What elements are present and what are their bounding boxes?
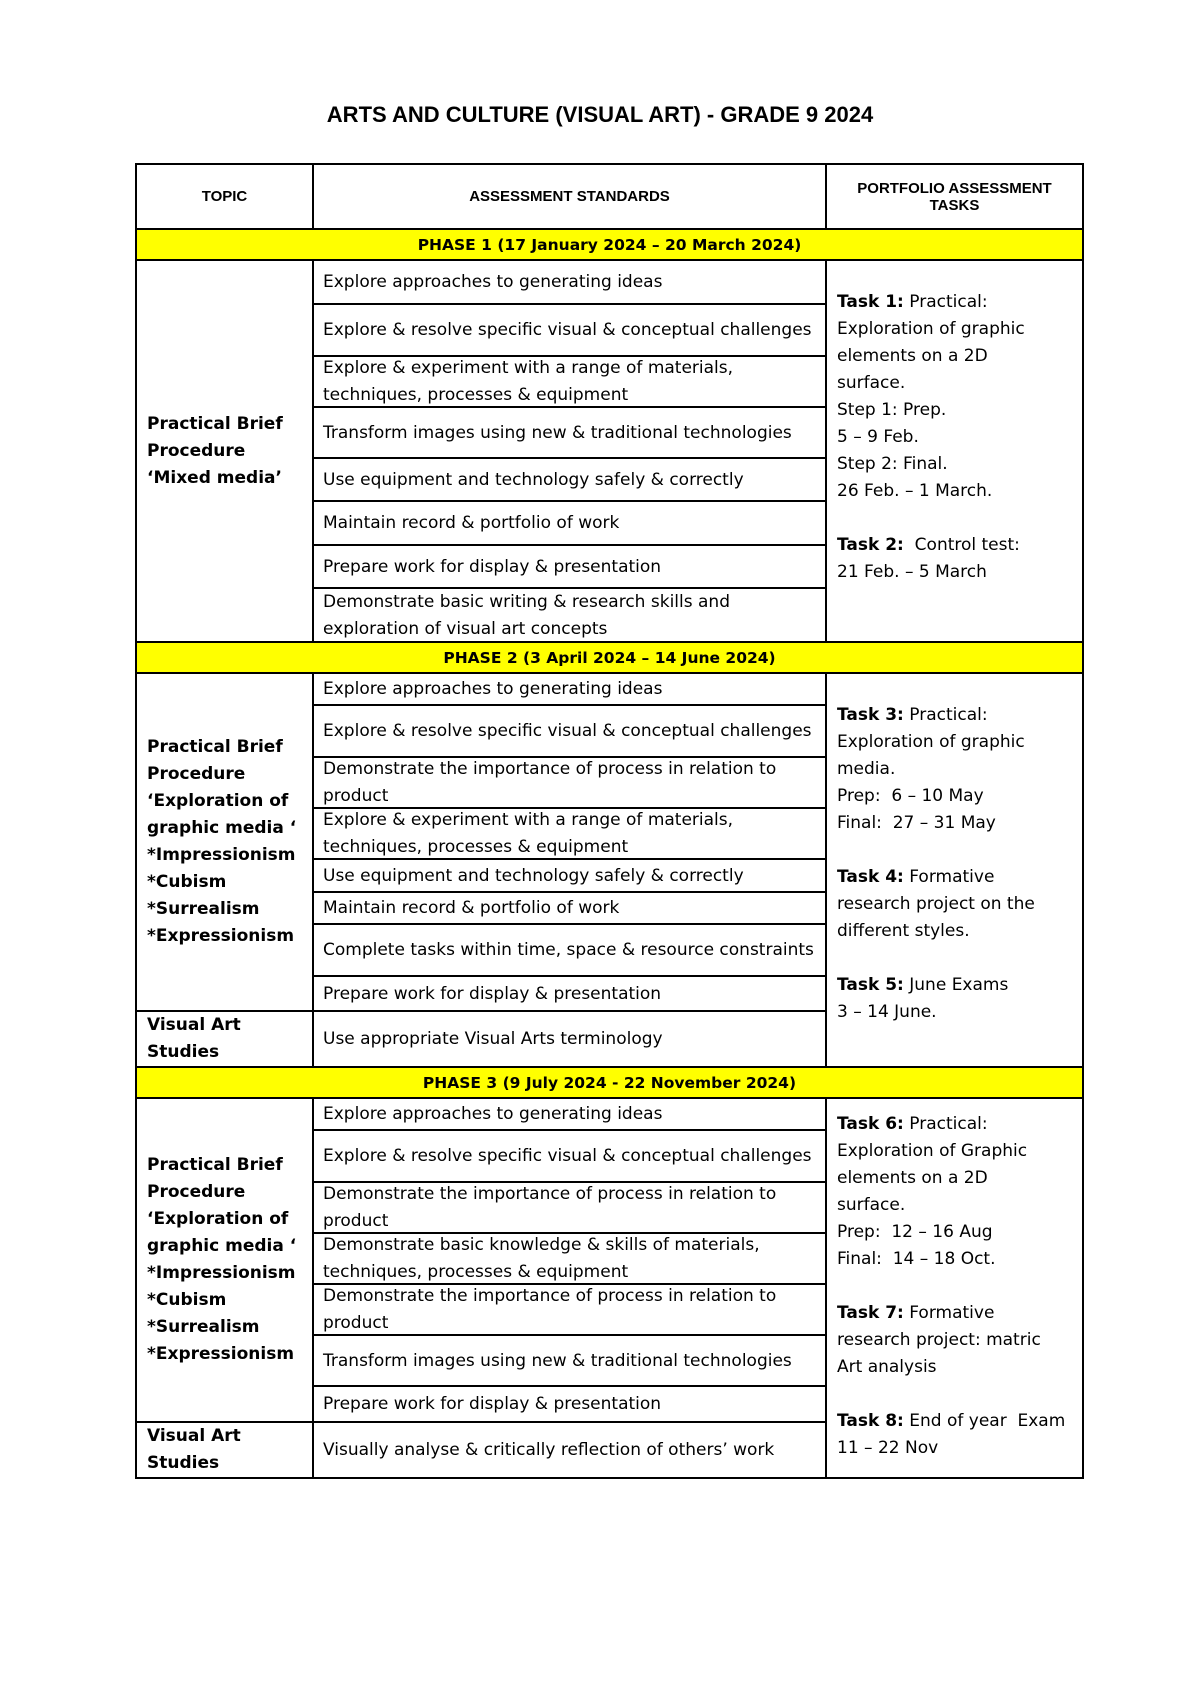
task-text: Exploration of graphic (837, 319, 1025, 339)
header-tasks-line: PORTFOLIO ASSESSMENT (857, 179, 1052, 197)
task-text: research project on the (837, 894, 1035, 914)
task-text: Final: 14 – 18 Oct. (837, 1249, 996, 1269)
topic-line: *Cubism (147, 872, 227, 892)
task-text: Control test: (903, 535, 1020, 555)
task-line (837, 1408, 1074, 1435)
topic-cell (136, 260, 313, 642)
task-label: Task 6: (837, 1114, 904, 1134)
task-text: Formative (903, 1303, 995, 1323)
topic-line: Practical Brief (147, 737, 283, 757)
vas-topic: Visual Art Studies (136, 1422, 313, 1478)
task-line (837, 1111, 1074, 1138)
task-line (837, 505, 1074, 532)
task-text: Practical: (903, 705, 988, 725)
task-text: Step 1: Prep. (837, 400, 947, 420)
page-title: ARTS AND CULTURE (VISUAL ART) - GRADE 9 2024 (326, 102, 874, 127)
vas-topic: Visual Art Studies (136, 1011, 313, 1067)
task-text: different styles. (837, 921, 970, 941)
topic-line: Procedure (147, 764, 246, 784)
task-line (837, 1219, 1074, 1246)
header-tasks-line: TASKS (929, 196, 980, 214)
standard-item: Explore & resolve specific visual & conceptual challenges (314, 1131, 825, 1183)
task-line (837, 1273, 1074, 1300)
topic-line: Procedure (147, 1182, 246, 1202)
standard-item: Transform images using new & traditional technologies (314, 408, 825, 459)
task-label: Task 1: (837, 292, 904, 312)
phase-1-body (136, 260, 1083, 642)
task-line (837, 532, 1074, 559)
tasks-cell (826, 260, 1083, 642)
task-line (837, 370, 1074, 397)
task-line (837, 702, 1074, 729)
task-line (837, 1192, 1074, 1219)
topic-line: ‘Mixed media’ (147, 467, 282, 488)
task-text: Prep: 12 – 16 Aug (837, 1222, 993, 1242)
header-standards: ASSESSMENT STANDARDS (313, 164, 826, 229)
task-line (837, 1138, 1074, 1165)
phase-3-label: PHASE 3 (9 July 2024 - 22 November 2024) (136, 1067, 1083, 1098)
tasks-cell (826, 1098, 1083, 1478)
task-label: Task 7: (837, 1303, 904, 1323)
task-label: Task 2: (837, 535, 904, 555)
task-line (837, 1435, 1074, 1462)
task-line (837, 559, 1074, 586)
task-line (837, 891, 1074, 918)
task-line (837, 972, 1074, 999)
topic-line: Practical Brief (147, 1155, 283, 1175)
standard-item: Transform images using new & traditional technologies (314, 1336, 825, 1387)
task-line (837, 289, 1074, 316)
standard-item: Use equipment and technology safely & correctly (314, 860, 825, 893)
task-line (837, 837, 1074, 864)
task-text: 3 – 14 June. (837, 1002, 937, 1022)
standard-item: Explore approaches to generating ideas (314, 1099, 825, 1131)
task-text: Exploration of Graphic (837, 1141, 1028, 1161)
topic-line: Procedure (147, 440, 246, 461)
topic-cell (136, 1098, 313, 1422)
standard-item: Complete tasks within time, space & resource constraints (314, 925, 825, 977)
topic-cell (136, 673, 313, 1011)
standards-cell (313, 260, 826, 642)
standard-item: Explore & experiment with a range of materials, techniques, processes & equipment (314, 809, 825, 860)
task-line (837, 316, 1074, 343)
standard-item: Explore & resolve specific visual & conceptual challenges (314, 305, 825, 357)
standard-item: Demonstrate the importance of process in relation to product (314, 1285, 825, 1336)
phase-2-body (136, 673, 1083, 1011)
task-text: June Exams (903, 975, 1009, 995)
task-text: elements on a 2D (837, 346, 988, 366)
assessment-schedule-table (135, 163, 1084, 1479)
task-text: Practical: (903, 292, 988, 312)
phase-1-label: PHASE 1 (17 January 2024 – 20 March 2024) (136, 229, 1083, 260)
standard-item: Explore & resolve specific visual & conceptual challenges (314, 706, 825, 758)
vas-standard: Use appropriate Visual Arts terminology (313, 1011, 826, 1067)
task-line (837, 1300, 1074, 1327)
task-text: Prep: 6 – 10 May (837, 786, 984, 806)
phase-row (136, 1067, 1083, 1098)
task-line (837, 451, 1074, 478)
task-line (837, 945, 1074, 972)
task-text: Art analysis (837, 1357, 937, 1377)
standard-item: Prepare work for display & presentation (314, 546, 825, 589)
standard-item: Explore approaches to generating ideas (314, 261, 825, 305)
task-line (837, 783, 1074, 810)
task-line (837, 1381, 1074, 1408)
task-line (837, 864, 1074, 891)
task-text: Formative (903, 867, 995, 887)
topic-line: *Surrealism (147, 1317, 260, 1337)
task-line (837, 1165, 1074, 1192)
task-text: Step 2: Final. (837, 454, 948, 474)
standard-item: Explore & experiment with a range of materials, techniques, processes & equipment (314, 357, 825, 408)
task-line (837, 1354, 1074, 1381)
task-text: surface. (837, 373, 906, 393)
task-line (837, 729, 1074, 756)
standard-item: Demonstrate the importance of process in relation to product (314, 758, 825, 809)
vas-standard: Visually analyse & critically reflection of others’ work (313, 1422, 826, 1478)
task-label: Task 3: (837, 705, 904, 725)
topic-line: *Cubism (147, 1290, 227, 1310)
topic-line: ‘Exploration of (147, 1209, 289, 1229)
phase-row (136, 642, 1083, 673)
standard-item: Demonstrate basic writing & research skills and exploration of visual art concepts (323, 591, 730, 639)
task-line (837, 424, 1074, 451)
task-text: 21 Feb. – 5 March (837, 562, 987, 582)
task-text: 26 Feb. – 1 March. (837, 481, 993, 501)
task-text: Exploration of graphic (837, 732, 1025, 752)
task-text: media. (837, 759, 896, 779)
task-label: Task 5: (837, 975, 904, 995)
topic-line: *Expressionism (147, 926, 295, 946)
task-text: research project: matric (837, 1330, 1041, 1350)
task-text: surface. (837, 1195, 906, 1215)
task-text: Final: 27 – 31 May (837, 813, 996, 833)
task-line (837, 343, 1074, 370)
task-line (837, 918, 1074, 945)
header-tasks (826, 164, 1083, 229)
standard-item: Explore approaches to generating ideas (314, 674, 825, 706)
standard-item: Demonstrate basic knowledge & skills of materials, techniques, processes & equipment (314, 1234, 825, 1285)
task-text: elements on a 2D (837, 1168, 988, 1188)
task-text: Practical: (903, 1114, 988, 1134)
phase-row (136, 229, 1083, 260)
header-topic: TOPIC (136, 164, 313, 229)
standard-item: Maintain record & portfolio of work (314, 502, 825, 546)
task-line (837, 756, 1074, 783)
phase-3-body (136, 1098, 1083, 1422)
topic-line: Practical Brief (147, 413, 283, 434)
standard-item: Prepare work for display & presentation (323, 1394, 662, 1414)
standard-item: Use equipment and technology safely & correctly (314, 459, 825, 502)
topic-line: *Impressionism (147, 1263, 296, 1283)
topic-line: *Surrealism (147, 899, 260, 919)
task-line (837, 999, 1074, 1026)
task-text: 5 – 9 Feb. (837, 427, 919, 447)
task-line (837, 1246, 1074, 1273)
header-row (136, 164, 1083, 229)
standard-item: Demonstrate the importance of process in relation to product (314, 1183, 825, 1234)
topic-line: *Expressionism (147, 1344, 295, 1364)
standard-item: Maintain record & portfolio of work (314, 893, 825, 925)
task-line (837, 478, 1074, 505)
task-line (837, 1327, 1074, 1354)
tasks-cell (826, 673, 1083, 1067)
task-line (837, 810, 1074, 837)
task-label: Task 4: (837, 867, 904, 887)
standard-item: Prepare work for display & presentation (323, 983, 662, 1004)
phase-2-label: PHASE 2 (3 April 2024 – 14 June 2024) (136, 642, 1083, 673)
task-line (837, 397, 1074, 424)
task-label: Task 8: (837, 1411, 904, 1431)
topic-line: *Impressionism (147, 845, 296, 865)
standards-cell (313, 1098, 826, 1422)
topic-line: ‘Exploration of (147, 791, 289, 811)
topic-line: graphic media ‘ (147, 818, 297, 838)
standards-cell (313, 673, 826, 1011)
task-text: 11 – 22 Nov (837, 1438, 939, 1458)
task-text: End of year Exam (903, 1411, 1066, 1431)
topic-line: graphic media ‘ (147, 1236, 297, 1256)
